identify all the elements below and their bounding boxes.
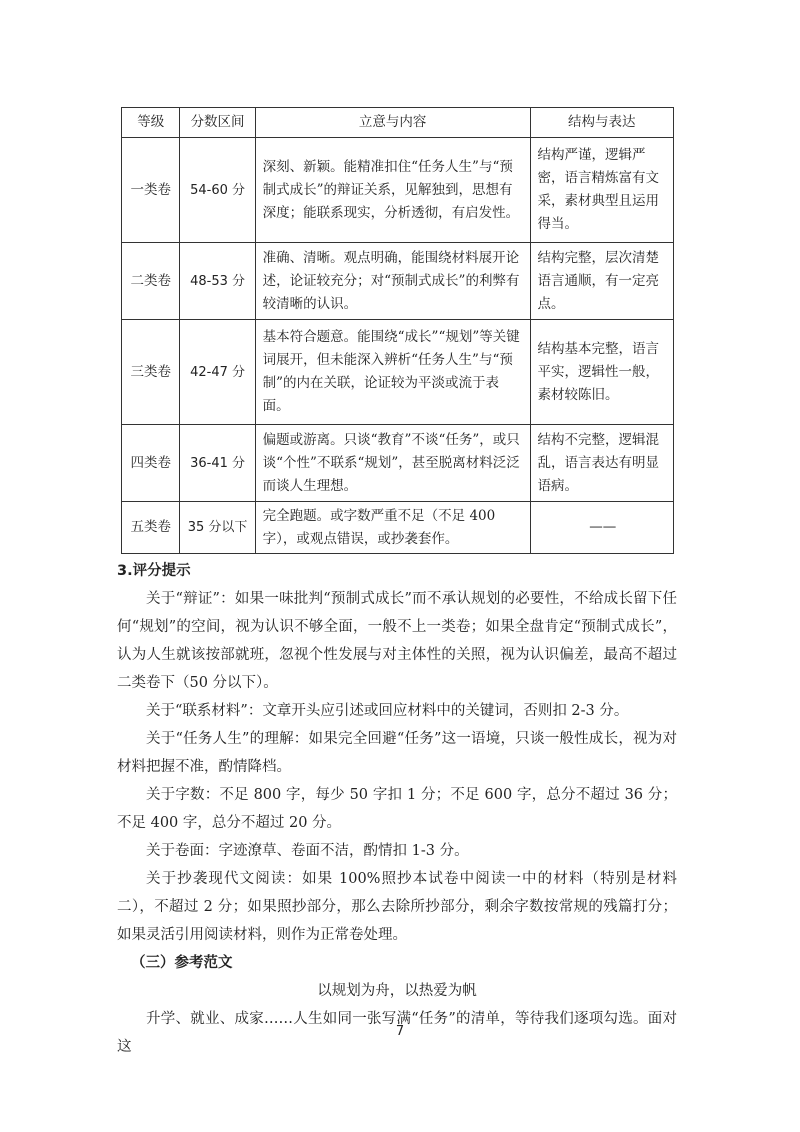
expression-cell: 结构严谨，逻辑严密，语言精炼富有文采，素材典型且运用得当。	[530, 138, 673, 243]
note-paragraph: 关于卷面：字迹潦草、卷面不洁，酌情扣 1-3 分。	[146, 843, 469, 859]
level-cell: 四类卷	[122, 425, 180, 502]
header-content: 立意与内容	[255, 108, 530, 138]
expression-cell: 结构完整，层次清楚语言通顺，有一定亮点。	[530, 243, 673, 320]
scoring-notes-section	[117, 557, 677, 1061]
header-level: 等级	[122, 108, 180, 138]
note-paragraph: 关于“辩证”：如果一味批判“预制式成长”而不承认规划的必要性，不给成长留下任何“规划”的空间，视为认识不够全面，一般不上一类卷；如果全盘肯定“预制式成长”，认为人生就该按部就班，忽视个性发展与对主体性的关照，视为认识偏差，最高不超过二类卷下（50 分以下）。	[117, 591, 677, 691]
content-cell: 深刻、新颖。能精准扣住“任务人生”与“预制式成长”的辩证关系，见解独到，思想有深度；能联系现实，分析透彻，有启发性。	[255, 138, 530, 243]
expression-cell: ——	[530, 502, 673, 554]
essay-title: 以规划为舟，以热爱为帆	[317, 983, 477, 999]
table-row	[122, 502, 674, 554]
score-cell: 54-60 分	[180, 138, 255, 243]
level-cell: 三类卷	[122, 320, 180, 425]
level-cell: 二类卷	[122, 243, 180, 320]
essay-first-line: 升学、就业、成家……人生如同一张写满“任务”的清单，等待我们逐项勾选。面对这	[117, 1011, 677, 1055]
content-cell: 基本符合题意。能围绕“成长”“规划”等关键词展开，但未能深入辨析“任务人生”与“预制”的内在关联，论证较为平淡或流于表面。	[255, 320, 530, 425]
expression-cell: 结构基本完整，语言平实，逻辑性一般，素材较陈旧。	[530, 320, 673, 425]
note-paragraph: 关于抄袭现代文阅读：如果 100%照抄本试卷中阅读一中的材料（特别是材料二），不超过 2 分；如果照抄部分，那么去除所抄部分，剩余字数按常规的残篇打分；如果灵活引用阅读材料，则作为正常卷处理。	[117, 871, 677, 943]
note-paragraph: 关于“任务人生”的理解：如果完全回避“任务”这一语境，只谈一般性成长，视为对材料把握不准，酌情降档。	[117, 731, 677, 775]
score-cell: 35 分以下	[180, 502, 255, 554]
content-cell: 完全跑题。或字数严重不足（不足 400 字），或观点错误，或抄袭套作。	[255, 502, 530, 554]
table-row	[122, 243, 674, 320]
table-row	[122, 138, 674, 243]
score-cell: 36-41 分	[180, 425, 255, 502]
grading-table	[121, 107, 674, 554]
level-cell: 一类卷	[122, 138, 180, 243]
header-score-range: 分数区间	[180, 108, 255, 138]
header-expression: 结构与表达	[530, 108, 673, 138]
table-header-row	[122, 108, 674, 138]
table-row	[122, 320, 674, 425]
page-number: 7	[395, 1024, 405, 1039]
content-cell: 准确、清晰。观点明确，能围绕材料展开论述，论证较充分；对“预制式成长”的利弊有较清晰的认识。	[255, 243, 530, 320]
score-cell: 48-53 分	[180, 243, 255, 320]
expression-cell: 结构不完整，逻辑混乱，语言表达有明显语病。	[530, 425, 673, 502]
section-heading: 3.评分提示	[117, 563, 191, 579]
reference-essay-heading: （三）参考范文	[131, 955, 233, 971]
content-cell: 偏题或游离。只谈“教育”不谈“任务”，或只谈“个性”不联系“规划”，甚至脱离材料泛泛而谈人生理想。	[255, 425, 530, 502]
level-cell: 五类卷	[122, 502, 180, 554]
table-row	[122, 425, 674, 502]
note-paragraph: 关于字数：不足 800 字，每少 50 字扣 1 分；不足 600 字，总分不超过 36 分；不足 400 字，总分不超过 20 分。	[117, 787, 677, 831]
score-cell: 42-47 分	[180, 320, 255, 425]
note-paragraph: 关于“联系材料”：文章开头应引述或回应材料中的关键词，否则扣 2-3 分。	[146, 703, 629, 719]
